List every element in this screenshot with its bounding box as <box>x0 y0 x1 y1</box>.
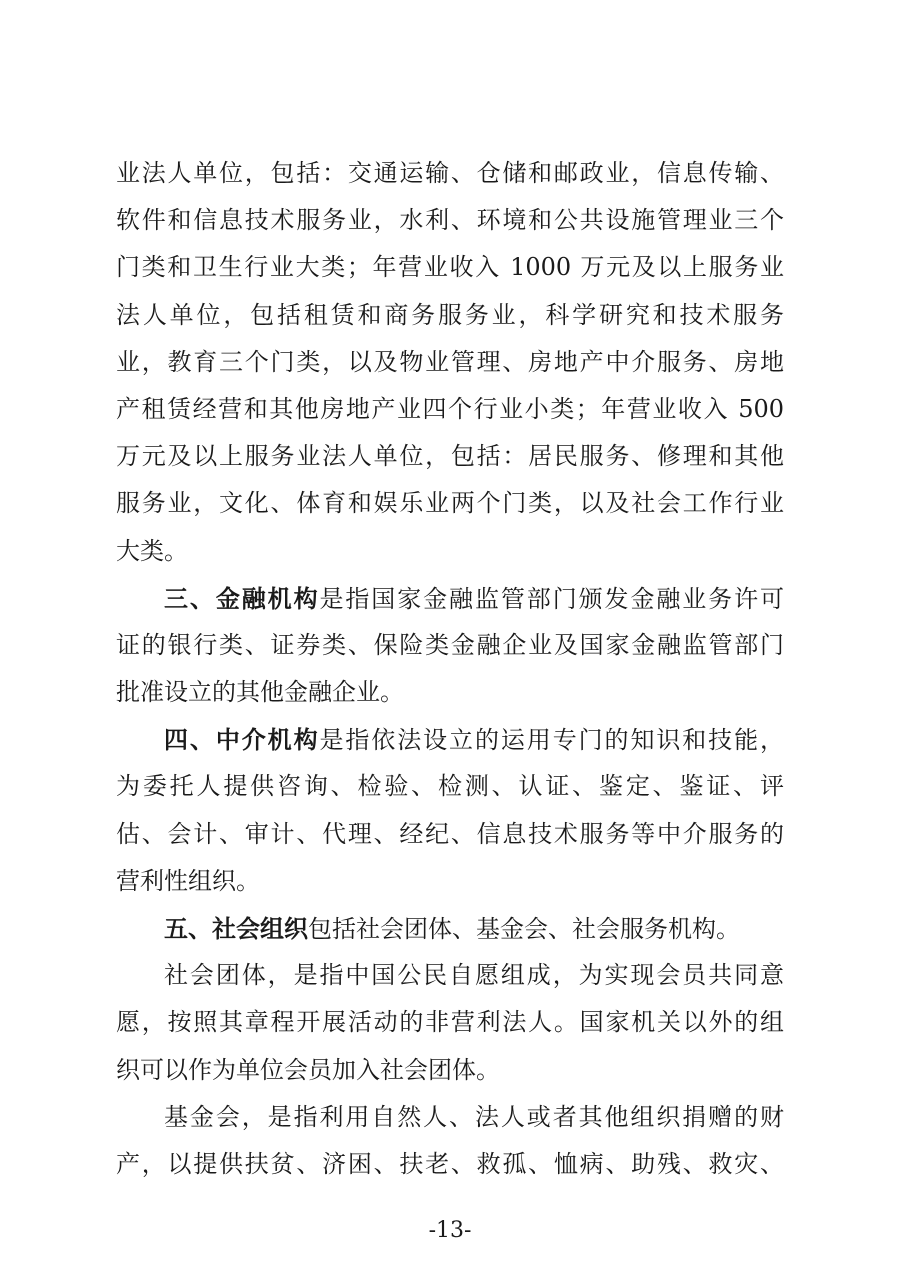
text-line: 产租赁经营和其他房地产业四个行业小类；年营业收入 500 <box>116 394 784 423</box>
paragraph-first-line: 基金会，是指利用自然人、法人或者其他组织捐赠的财 <box>164 1102 784 1131</box>
text-line: 业，教育三个门类，以及物业管理、房地产中介服务、房地 <box>116 347 784 376</box>
section-heading-financial-institutions: 三、金融机构 <box>164 583 320 613</box>
text-run: 是指依法设立的运用专门的知识和技能， <box>319 726 785 755</box>
text-line: 产，以提供扶贫、济困、扶老、救孤、恤病、助残、救灾、 <box>116 1149 784 1178</box>
text-line: 法人单位，包括租赁和商务服务业，科学研究和技术服务 <box>116 300 784 329</box>
text-line: 证的银行类、证券类、保险类金融企业及国家金融监管部门 <box>116 630 784 659</box>
section-heading-social-organizations: 五、社会组织 <box>164 914 308 943</box>
text-line: 营利性组织。 <box>116 866 260 895</box>
text-line: 门类和卫生行业大类；年营业收入 1000 万元及以上服务业 <box>116 253 784 282</box>
text-line: 批准设立的其他金融企业。 <box>116 678 404 707</box>
text-run: 包括社会团体、基金会、社会服务机构。 <box>308 915 740 943</box>
text-line: 软件和信息技术服务业，水利、环境和公共设施管理业三个 <box>116 206 784 235</box>
text-line: 愿，按照其章程开展活动的非营利法人。国家机关以外的组 <box>116 1008 784 1037</box>
text-line: 业法人单位，包括：交通运输、仓储和邮政业，信息传输、 <box>116 159 784 187</box>
text-line: 大类。 <box>116 536 188 565</box>
paragraph-first-line <box>116 575 784 622</box>
page-number: -13- <box>428 1218 472 1243</box>
paragraph-first-line <box>116 716 784 763</box>
text-line: 估、会计、审计、代理、经纪、信息技术服务等中介服务的 <box>116 819 784 848</box>
section-heading-intermediary-institutions: 四、中介机构 <box>164 725 320 755</box>
text-line: 为委托人提供咨询、检验、检测、认证、鉴定、鉴证、评 <box>116 772 784 801</box>
text-line: 服务业，文化、体育和娱乐业两个门类，以及社会工作行业 <box>116 489 784 518</box>
paragraph-first-line <box>116 905 784 952</box>
paragraph-first-line: 社会团体，是指中国公民自愿组成，为实现会员共同意 <box>164 961 784 990</box>
body-text <box>116 150 784 1188</box>
text-line: 织可以作为单位会员加入社会团体。 <box>116 1055 500 1084</box>
text-line: 万元及以上服务业法人单位，包括：居民服务、修理和其他 <box>116 442 784 471</box>
text-run: 是指国家金融监管部门颁发金融业务许可 <box>319 584 785 613</box>
